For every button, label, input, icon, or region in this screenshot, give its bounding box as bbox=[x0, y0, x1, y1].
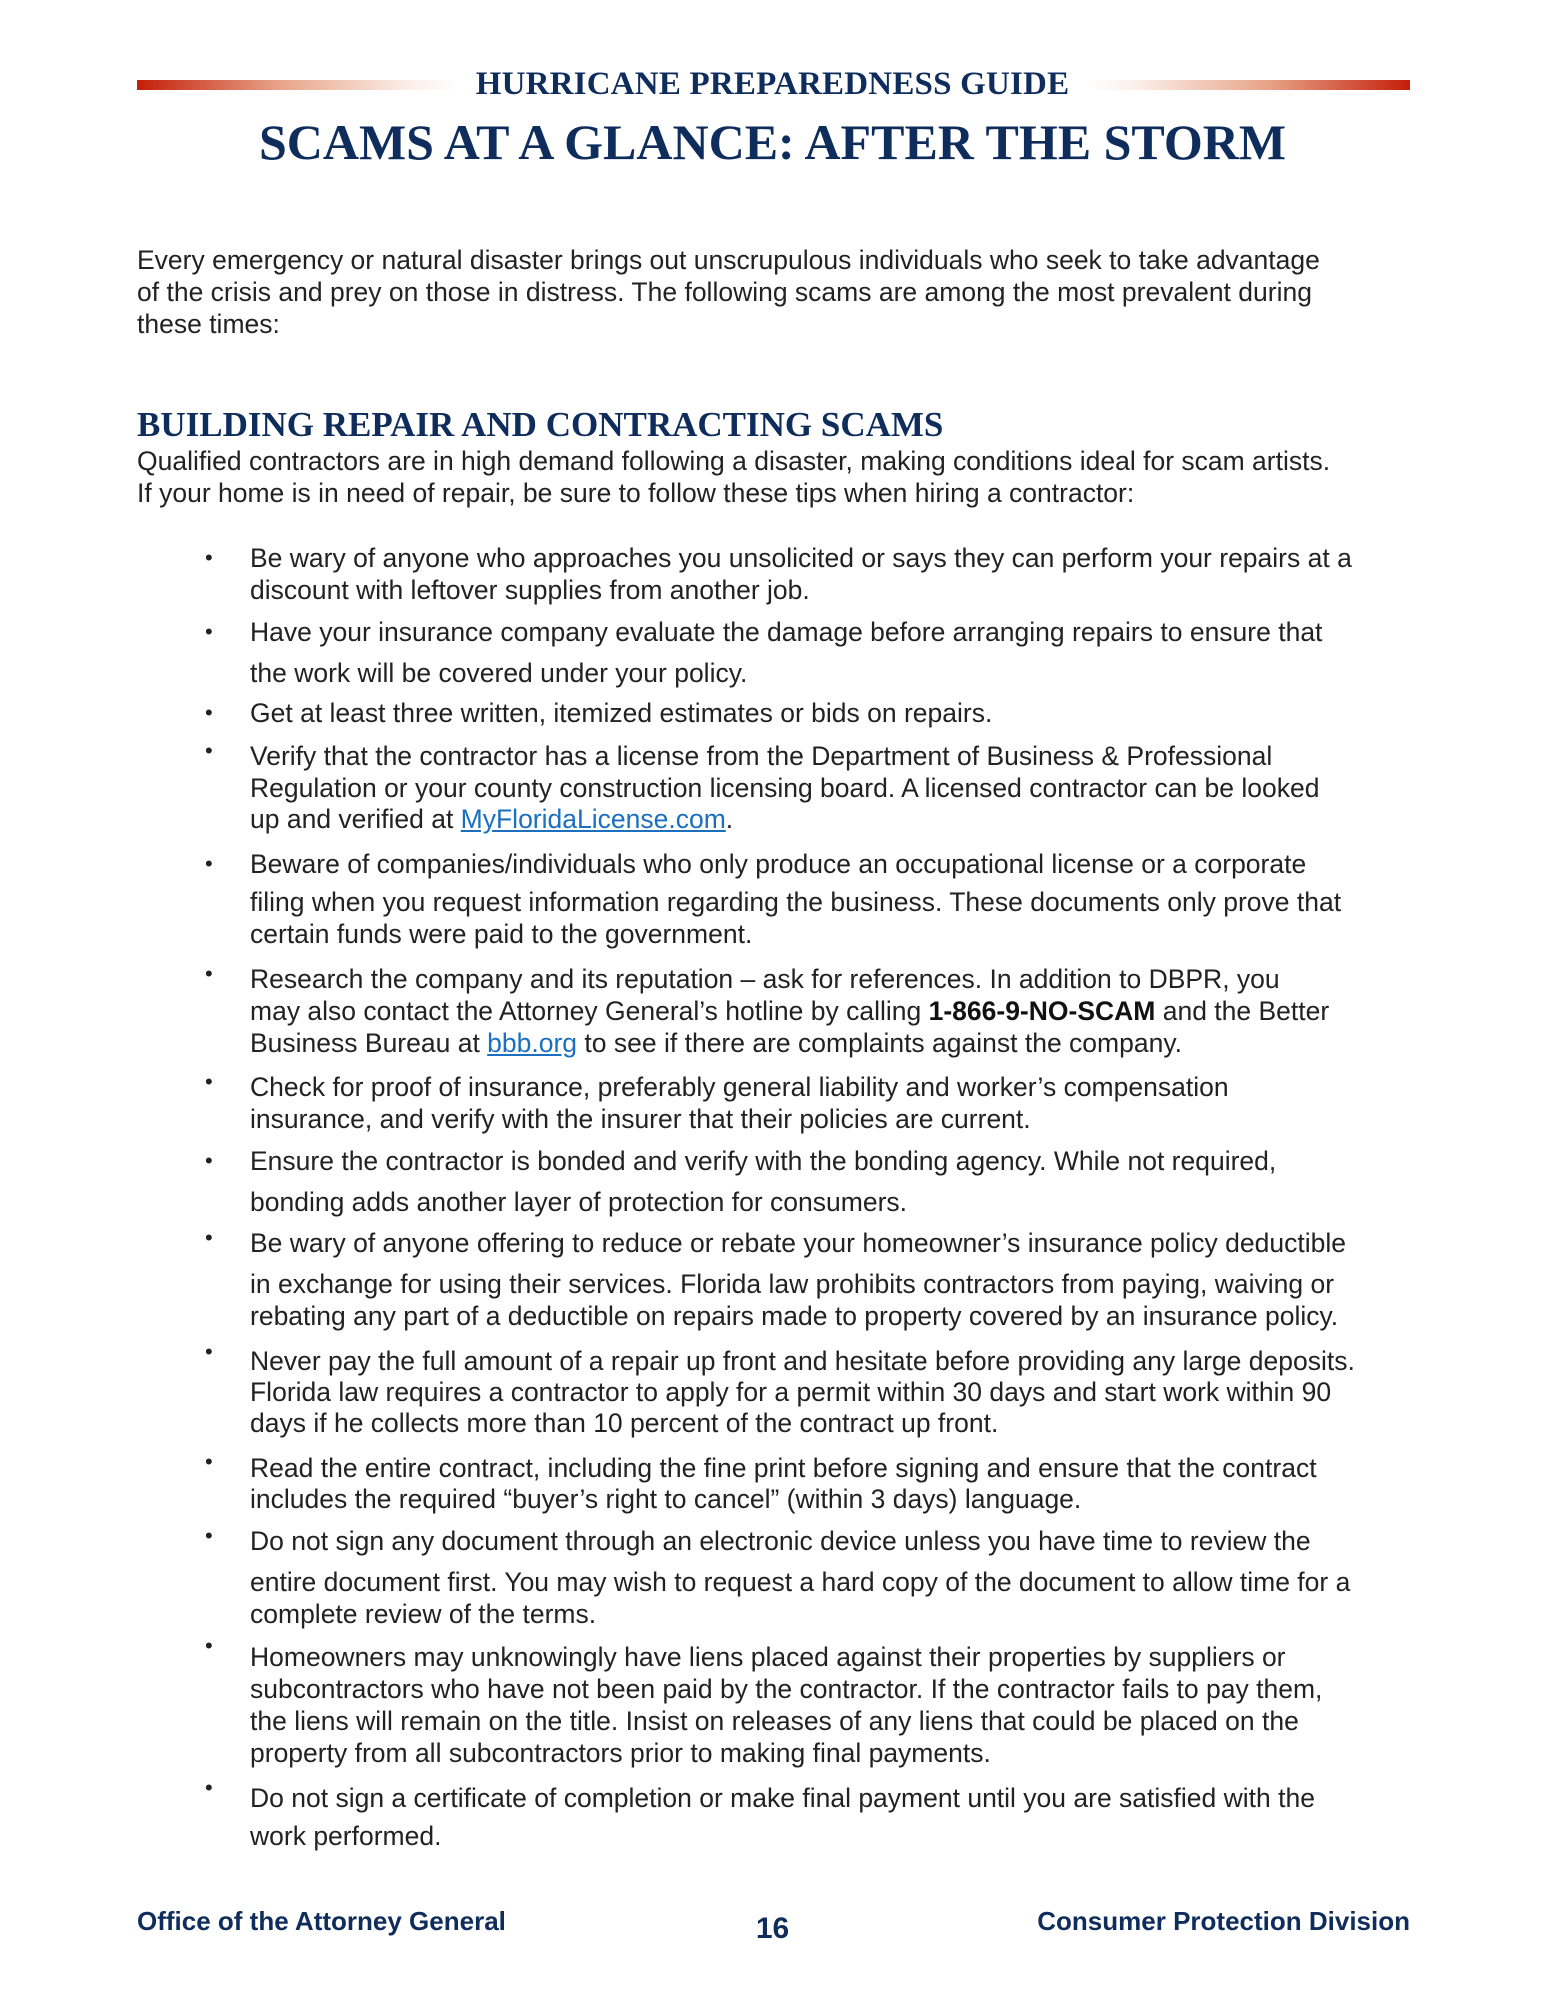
list-item-line bbox=[250, 1673, 1322, 1705]
list-item-line bbox=[250, 1598, 596, 1630]
bullet-icon: • bbox=[205, 545, 213, 570]
list-item-text: Have your insurance company evaluate the damage before arranging repairs to ensure that bbox=[250, 617, 1323, 647]
page-title: SCAMS AT A GLANCE: AFTER THE STORM bbox=[258, 114, 1287, 170]
bullet-icon: • bbox=[205, 1339, 213, 1364]
bullet-icon: • bbox=[205, 1523, 213, 1548]
list-item-line bbox=[250, 1300, 1338, 1332]
list-item-line bbox=[250, 1705, 1299, 1737]
list-item-text: Do not sign any document through an electronic device unless you have time to review the bbox=[250, 1526, 1311, 1556]
list-item-text: discount with leftover supplies from another job. bbox=[250, 575, 810, 605]
list-item-text: bonding adds another layer of protection for consumers. bbox=[250, 1187, 908, 1217]
list-item-line bbox=[250, 574, 810, 606]
list-item-line bbox=[250, 1407, 998, 1439]
list-item-line bbox=[250, 886, 1341, 918]
list-item-text: certain funds were paid to the government. bbox=[250, 919, 753, 949]
page-number: 16 bbox=[755, 1912, 790, 1945]
list-item-text: property from all subcontractors prior to making final payments. bbox=[250, 1738, 991, 1768]
section-heading: BUILDING REPAIR AND CONTRACTING SCAMS bbox=[137, 405, 944, 444]
list-item-line bbox=[250, 697, 992, 729]
list-item-text: Beware of companies/individuals who only produce an occupational license or a corporate bbox=[250, 849, 1307, 879]
list-item-line bbox=[250, 1103, 1031, 1135]
list-item-text: Ensure the contractor is bonded and verify with the bonding agency. While not required, bbox=[250, 1146, 1277, 1176]
bbb-link[interactable]: bbb.org bbox=[487, 1028, 578, 1058]
list-item-line bbox=[250, 772, 1319, 804]
bullet-icon: • bbox=[205, 851, 213, 876]
list-item-text: Homeowners may unknowingly have liens placed against their properties by suppliers or bbox=[250, 1642, 1286, 1672]
list-item-line bbox=[250, 1227, 1346, 1259]
list-item-line bbox=[250, 918, 752, 950]
list-item-line bbox=[250, 1186, 907, 1218]
list-item-line bbox=[250, 1376, 1331, 1408]
hotline-number: 1-866-9-NO-SCAM bbox=[928, 996, 1156, 1026]
guide-subtitle: HURRICANE PREPAREDNESS GUIDE bbox=[475, 66, 1070, 102]
section-intro-line: Qualified contractors are in high demand following a disaster, making conditions ideal for scam artists. bbox=[137, 446, 1331, 476]
list-item-text: and the Better bbox=[1155, 996, 1330, 1026]
bullet-icon: • bbox=[205, 1633, 213, 1658]
list-item-text: may also contact the Attorney General’s hotline by calling bbox=[250, 996, 929, 1026]
list-item-line bbox=[250, 1452, 1317, 1484]
list-item-line bbox=[250, 1566, 1350, 1598]
list-item-text: Verify that the contractor has a license from the Department of Business & Professional bbox=[250, 741, 1273, 771]
list-item-text: . bbox=[725, 804, 734, 834]
list-item-text: includes the required “buyer’s right to cancel” (within 3 days) language. bbox=[250, 1484, 1082, 1514]
list-item-line bbox=[250, 1641, 1286, 1673]
bullet-icon: • bbox=[205, 961, 213, 986]
bullet-icon: • bbox=[205, 1225, 213, 1250]
list-item-text: rebating any part of a deductible on repairs made to property covered by an insurance policy. bbox=[250, 1301, 1339, 1331]
list-item-line bbox=[250, 1145, 1276, 1177]
section-intro-line: If your home is in need of repair, be sure to follow these tips when hiring a contractor: bbox=[137, 478, 1135, 508]
list-item-text: Be wary of anyone who approaches you unsolicited or says they can perform your repairs at a bbox=[250, 543, 1352, 573]
list-item-text: Regulation or your county construction licensing board. A licensed contractor can be looked bbox=[250, 773, 1320, 803]
list-item-text: the liens will remain on the title. Insist on releases of any liens that could be placed on the bbox=[250, 1706, 1299, 1736]
list-item-text: subcontractors who have not been paid by the contractor. If the contractor fails to pay them, bbox=[250, 1674, 1323, 1704]
myfloridalicense-link[interactable]: MyFloridaLicense.com bbox=[460, 804, 726, 834]
list-item-text: in exchange for using their services. Florida law prohibits contractors from paying, waiving or bbox=[250, 1269, 1335, 1299]
list-item-text: Research the company and its reputation – ask for references. In addition to DBPR, you bbox=[250, 964, 1280, 994]
list-item-text: Read the entire contract, including the fine print before signing and ensure that the contract bbox=[250, 1453, 1317, 1483]
list-item-text: Do not sign a certificate of completion or make final payment until you are satisfied with the bbox=[250, 1783, 1315, 1813]
list-item-text: Be wary of anyone offering to reduce or rebate your homeowner’s insurance policy deductible bbox=[250, 1228, 1346, 1258]
list-item-line bbox=[250, 1737, 991, 1769]
list-item-text: complete review of the terms. bbox=[250, 1599, 597, 1629]
list-item-text: Check for proof of insurance, preferably general liability and worker’s compensation bbox=[250, 1072, 1229, 1102]
intro-line: of the crisis and prey on those in distress. The following scams are among the most prevalent during bbox=[137, 277, 1312, 307]
list-item-line bbox=[250, 1071, 1229, 1103]
list-item-text: Get at least three written, itemized estimates or bids on repairs. bbox=[250, 698, 993, 728]
bullet-icon: • bbox=[205, 1148, 213, 1173]
list-item-line bbox=[250, 963, 1280, 995]
list-item-line bbox=[250, 616, 1322, 648]
list-item-line bbox=[250, 542, 1352, 574]
list-item-line bbox=[250, 1027, 1182, 1059]
list-item-line bbox=[250, 1820, 441, 1852]
list-item-line bbox=[250, 848, 1306, 880]
list-item-text: Florida law requires a contractor to apply for a permit within 30 days and start work within 90 bbox=[250, 1377, 1332, 1407]
bullet-icon: • bbox=[205, 619, 213, 644]
footer-office: Office of the Attorney General bbox=[137, 1906, 506, 1936]
list-item-line bbox=[250, 1525, 1311, 1557]
bullet-icon: • bbox=[205, 1449, 213, 1474]
list-item-line bbox=[250, 1483, 1081, 1515]
list-item-text: filing when you request information regarding the business. These documents only prove that bbox=[250, 887, 1342, 917]
list-item-text: to see if there are complaints against the company. bbox=[577, 1028, 1182, 1058]
bullet-icon: • bbox=[205, 1775, 213, 1800]
list-item-line bbox=[250, 1268, 1334, 1300]
list-item-text: Never pay the full amount of a repair up front and hesitate before providing any large deposits. bbox=[250, 1346, 1355, 1376]
bullet-icon: • bbox=[205, 700, 213, 725]
list-item-line bbox=[250, 1345, 1355, 1377]
list-item-text: entire document first. You may wish to request a hard copy of the document to allow time for a bbox=[250, 1567, 1351, 1597]
list-item-line bbox=[250, 995, 1329, 1027]
list-item-line bbox=[250, 740, 1272, 772]
list-item-text: days if he collects more than 10 percent of the contract up front. bbox=[250, 1408, 999, 1438]
list-item-text: work performed. bbox=[250, 1821, 442, 1851]
footer-division: Consumer Protection Division bbox=[1037, 1906, 1410, 1936]
intro-line: these times: bbox=[137, 309, 280, 339]
list-item-line bbox=[250, 1782, 1315, 1814]
bullet-icon: • bbox=[205, 738, 213, 763]
list-item-text: the work will be covered under your policy. bbox=[250, 658, 748, 688]
list-item-line bbox=[250, 657, 747, 689]
list-item-text: insurance, and verify with the insurer that their policies are current. bbox=[250, 1104, 1031, 1134]
intro-line: Every emergency or natural disaster brings out unscrupulous individuals who seek to take advantage bbox=[137, 245, 1320, 275]
list-item-line bbox=[250, 803, 733, 835]
list-item-text: Business Bureau at bbox=[250, 1028, 488, 1058]
bullet-icon: • bbox=[205, 1069, 213, 1094]
list-item-text: up and verified at bbox=[250, 804, 461, 834]
